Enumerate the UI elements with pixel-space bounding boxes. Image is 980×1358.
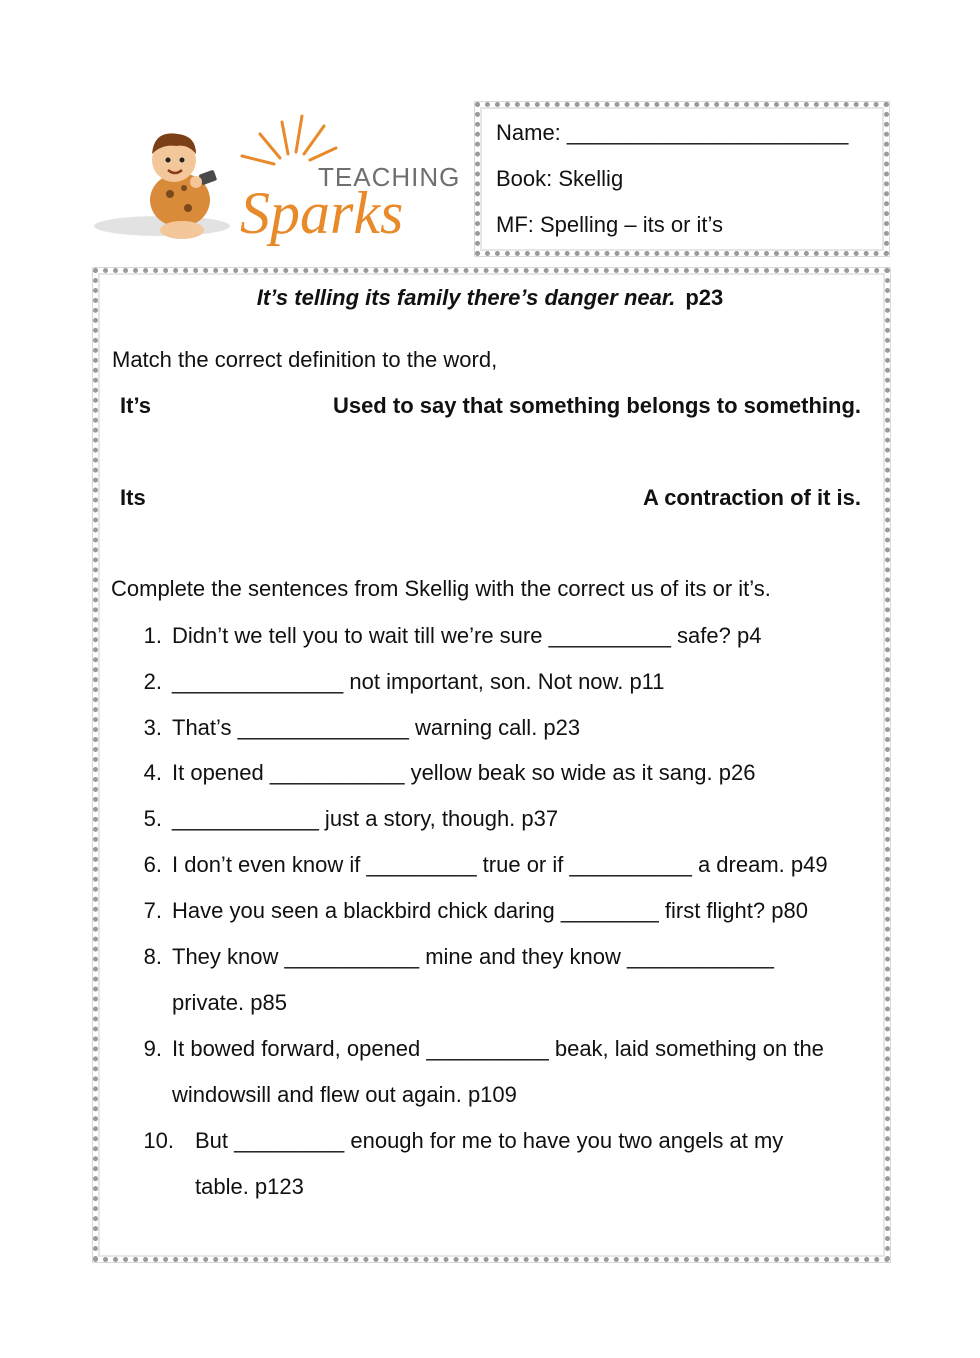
match-word-its-contraction: It’s: [120, 393, 151, 418]
sentence-line-continued: table. p123: [195, 1174, 304, 1199]
item-number: 10.: [143, 1128, 174, 1153]
quote-page: p23: [685, 285, 724, 310]
sentence-line[interactable]: Didn’t we tell you to wait till we’re sure __________ safe? p4: [172, 623, 762, 648]
sentence-line[interactable]: ______________ not important, son. Not now. p11: [172, 669, 665, 694]
teaching-sparks-logo: [92, 108, 462, 253]
sentence-line-continued: windowsill and flew out again. p109: [172, 1082, 517, 1107]
match-word-its-possessive: Its: [120, 485, 146, 510]
quote-line: [0, 285, 980, 311]
quote-text: It’s telling its family there’s danger near.: [256, 285, 676, 310]
sentence-line[interactable]: That’s ______________ warning call. p23: [172, 715, 581, 740]
caveman-mascot-icon: [92, 108, 462, 253]
sentence-line[interactable]: Have you seen a blackbird chick daring ________ first flight? p80: [172, 898, 808, 923]
item-number: 6.: [143, 852, 162, 877]
logo-teaching-text: TEACHING: [318, 162, 461, 192]
student-info-box: [475, 102, 889, 256]
name-field[interactable]: Name: _______________________: [496, 120, 849, 145]
item-number: 9.: [143, 1036, 162, 1061]
item-number: 5.: [143, 806, 162, 831]
sentence-line[interactable]: It bowed forward, opened __________ beak, laid something on the: [172, 1036, 824, 1061]
complete-instruction: Complete the sentences from Skellig with the correct us of its or it’s.: [111, 576, 771, 601]
sentence-line[interactable]: ____________ just a story, though. p37: [172, 806, 559, 831]
item-number: 4.: [143, 760, 162, 785]
item-number: 1.: [143, 623, 162, 648]
item-number: 2.: [143, 669, 162, 694]
sentence-line[interactable]: I don’t even know if _________ true or if __________ a dream. p49: [172, 852, 828, 877]
sentence-line[interactable]: They know ___________ mine and they know ____________: [172, 944, 774, 969]
mf-label: MF: Spelling – its or it’s: [496, 212, 724, 237]
match-definition-belongs: Used to say that something belongs to something.: [332, 393, 861, 418]
match-definition-contraction: A contraction of it is.: [643, 485, 861, 510]
logo-sparks-text: Sparks: [240, 180, 404, 246]
match-instruction: Match the correct definition to the word,: [112, 347, 498, 372]
book-label: Book: Skellig: [496, 166, 624, 191]
sentence-line[interactable]: But _________ enough for me to have you two angels at my: [195, 1128, 784, 1153]
sentence-line-continued: private. p85: [172, 990, 287, 1015]
sentence-line[interactable]: It opened ___________ yellow beak so wide as it sang. p26: [172, 760, 756, 785]
item-number: 7.: [143, 898, 162, 923]
item-number: 3.: [143, 715, 162, 740]
item-number: 8.: [143, 944, 162, 969]
